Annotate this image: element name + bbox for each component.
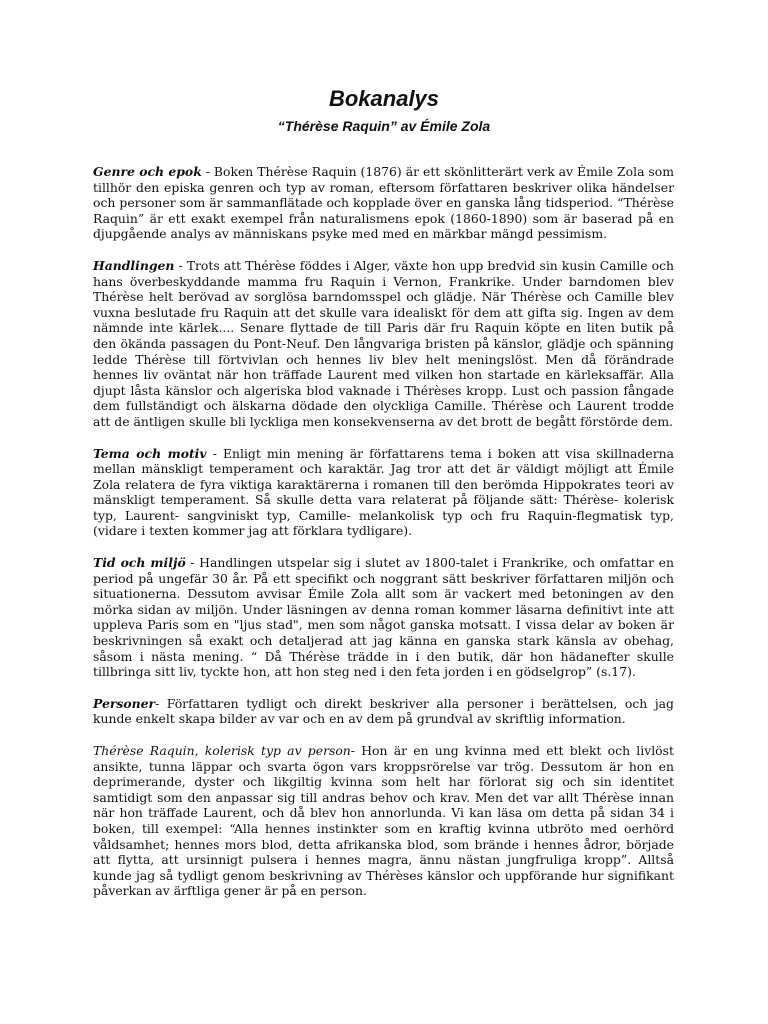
section-text: - Enligt min mening är författarens tema i boken att visa skillnaderna mellan mänskligt temperament och karaktär. Jag tror att det är väldigt möjligt att Émile Zola relatera de fyra viktiga karaktärerna i romanen till den berömda Hippokrates teori av mänskligt temperament. Så skulle detta vara relaterat på följande sätt: Thérèse- kolerisk typ, Laurent- sangviniskt typ, Camille- melankolisk typ och fru Raquin-flegmatisk typ, (vidare i texten kommer jag att förklara tydligare). [93,445,674,539]
section-heading: Genre och epok [93,164,202,179]
section-tema-och-motiv [93,446,674,540]
section-heading: Tid och miljö [93,555,186,571]
document-title: Bokanalys [328,86,440,111]
section-text: - Trots att Thérèse föddes i Alger, växte hon upp bredvid sin kusin Camille och hans överbeskyddande mamma fru Raquin i Vernon, Frankrike. Under barndomen blev Thérèse helt berövad av sorglösa barndomsspel och glädje. När Thérèse och Camille blev vuxna beslutade fru Raquin att det skulle vara idealiskt för dem att gifta sig. Ingen av dem nämnde inte kärlek.... Senare flyttade de till Paris där fru Raquin köpte en liten butik på den ökända passagen du Pont-Neuf. Den långvariga bristen på känslor, glädje och spänning ledde Thérèse till förtvivlan och hennes liv blev helt meningslöst. Men då förändrade hennes liv oväntat när hon träffade Laurent med vilken hon startade en kärleksaffär. Alla djupt låsta känslor och algeriska blod vaknade i Thérèses kropp. Lust och passion fångade dem fullständigt och älskarna dödade den olyckliga Camille. Thérèse och Laurent trodde att de äntligen skulle bli lyckliga men konsekvenserna av det brott de begått förstörde dem. [93,257,674,429]
section-text: - Hon är en ung kvinna med ett blekt och livlöst ansikte, tunna läppar och svarta ögon vars kroppsrörelse var trög. Dessutom är hon en deprimerande, dyster och likgiltig kvinna som helt har förlorat sig och sin identitet samtidigt som den anpassar sig till andras behov och krav. Men det var allt Thérèse innan när hon träffade Laurent, och då blev hon annorlunda. Vi kan läsa om detta på sidan 34 i boken, till exempel: “Alla hennes instinkter som en kraftig kvinna utbröto med oerhörd våldsamhet; hennes mors blod, detta afrikanska blod, som brände i hennes ådror, började att flytta, att ursinnigt pulsera i hennes magra, ännu nästan jungfruliga kropp”. Alltså kunde jag så tydligt genom beskrivning av Thérèses känslor och uppförande hur signifikant påverkan av ärftliga gener är på en person. [93,743,674,899]
document-subtitle: “Thérèse Raquin” av Émile Zola [277,118,491,134]
section-text: - Boken Thérèse Raquin (1876) är ett skönlitterärt verk av Émile Zola som tillhör den episka genren och typ av roman, eftersom författaren beskriver olika händelser och personer som är sammanflätade och kopplade över en ganska lång tidsperiod. “Thérèse Raquin” är ett exakt exempel från naturalismens epok (1860-1890) som är baserad på en djupgående analys av människans psyke med med en märkbar mängd pessimism. [93,164,674,242]
section-genre-och-epok [93,164,674,242]
section-heading: Handlingen [93,257,175,273]
section-heading: Tema och motiv [93,445,207,461]
section-therese-raquin [93,743,674,899]
section-handlingen [93,258,674,430]
section-personer [93,696,674,727]
section-heading: Thérèse Raquin, kolerisk typ av person [93,743,351,758]
section-text: - Författaren tydligt och direkt beskriver alla personer i berättelsen, och jag kunde enkelt skapa bilder av var och en av dem på grundval av skriftlig information. [93,695,674,727]
section-tid-och-miljo [93,555,674,680]
document-body [93,164,674,915]
section-text: - Handlingen utspelar sig i slutet av 1800-talet i Frankrike, och omfattar en period på ungefär 30 år. På ett specifikt och noggrant sätt beskriver författaren miljön och situationerna. Dessutom avvisar Émile Zola allt som är vackert med betoningen av den mörka sidan av miljön. Under läsningen av denna roman kommer läsarna definitivt inte att uppleva Paris som en "ljus stad", men som något ganska motsatt. I vissa delar av boken är beskrivningen så exakt och detaljerad att jag känna en ganska stark känsla av obehag, såsom i nästa mening. “ Då Thérèse trädde in i den butik, där hon hädanefter skulle tillbringa sitt liv, tyckte hon, att hon steg ned i den feta jorden i en gödselgrop” (s.17). [93,555,674,680]
section-heading: Personer [93,695,156,711]
